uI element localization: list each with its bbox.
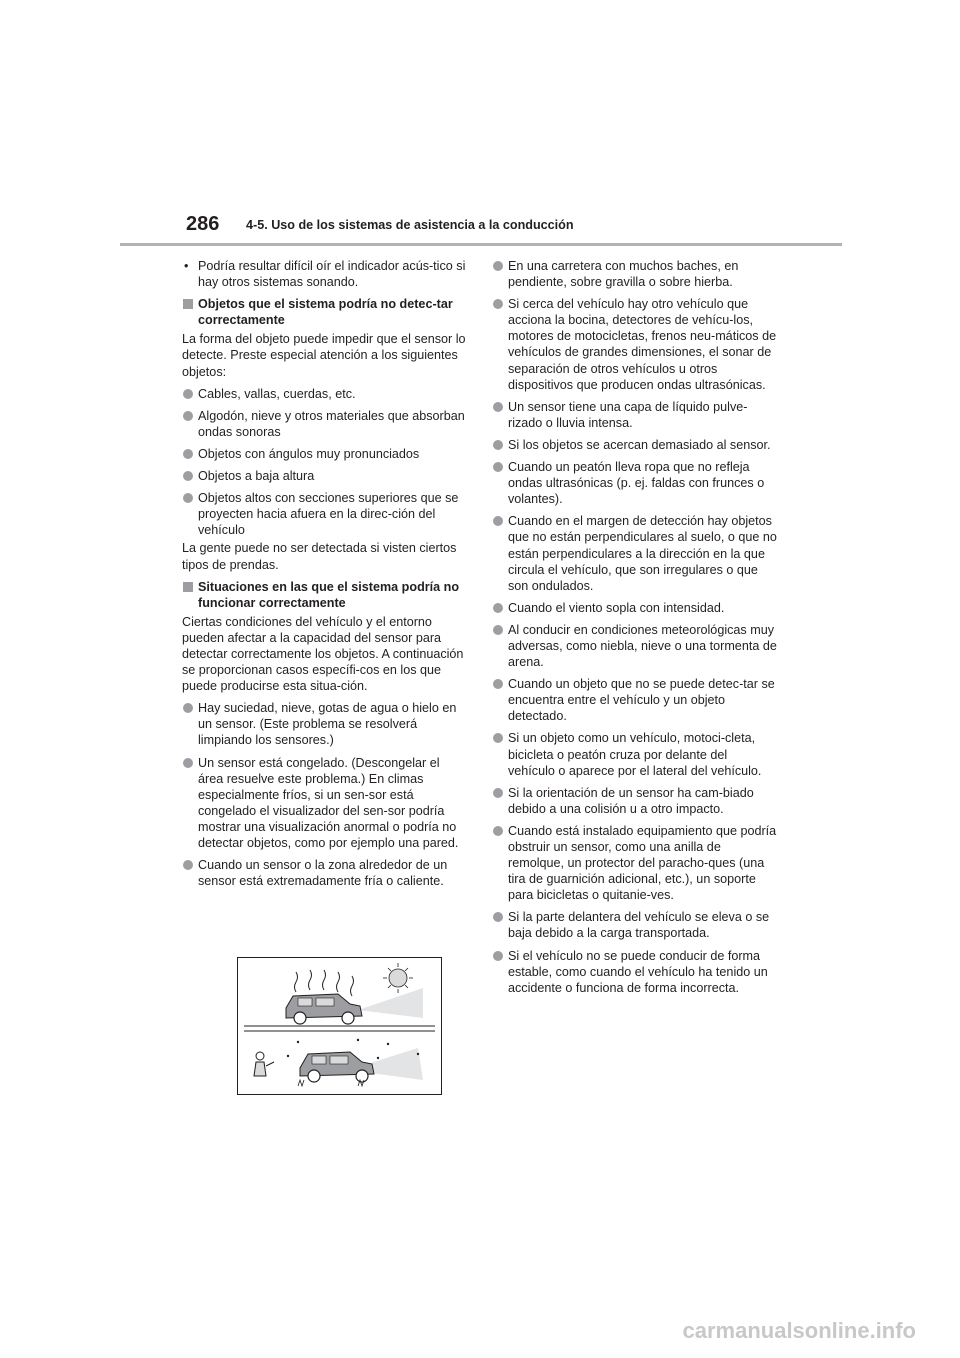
circle-bullet-icon <box>493 603 503 613</box>
list-item <box>492 948 777 996</box>
list-item <box>182 386 467 402</box>
circle-bullet-icon <box>183 449 193 459</box>
list-item-text: Un sensor tiene una capa de líquido pulve-rizado o lluvia intensa. <box>508 399 748 430</box>
dash-item <box>182 258 467 290</box>
person-icon <box>254 1052 274 1076</box>
circle-bullet-icon <box>493 826 503 836</box>
circle-bullet-icon <box>493 679 503 689</box>
circle-bullet-icon <box>493 625 503 635</box>
circle-bullet-icon <box>183 471 193 481</box>
list-item <box>492 823 777 903</box>
list-item-text: Cuando el viento sopla con intensidad. <box>508 600 725 615</box>
circle-bullet-icon <box>493 299 503 309</box>
left-column <box>182 258 467 895</box>
list-item <box>492 399 777 431</box>
circle-bullet-icon <box>183 411 193 421</box>
list-item <box>492 459 777 507</box>
list-item <box>492 622 777 670</box>
list-item <box>492 513 777 593</box>
list-item <box>182 490 467 538</box>
circle-bullet-icon <box>493 951 503 961</box>
list-item <box>182 700 467 748</box>
square-bullet-icon <box>183 299 193 309</box>
circle-bullet-icon <box>183 758 193 768</box>
list-item-text: Cables, vallas, cuerdas, etc. <box>198 386 356 401</box>
list-item <box>182 408 467 440</box>
dash-item-text: Podría resultar difícil oír el indicador acús-tico si hay otros sistemas sonando. <box>198 259 466 290</box>
list-item-text: En una carretera con muchos baches, en pendiente, sobre gravilla o sobre hierba. <box>508 259 739 290</box>
list-item-text: Hay suciedad, nieve, gotas de agua o hielo en un sensor. (Este problema se resolverá limpiando los sensores.) <box>198 701 457 748</box>
circle-bullet-icon <box>493 402 503 412</box>
list-item-text: Al conducir en condiciones meteorológicas muy adversas, como niebla, nieve o una tormenta de arena. <box>508 622 777 670</box>
circle-bullet-icon <box>493 261 503 271</box>
list-item-text: Si el vehículo no se puede conducir de forma estable, como cuando el vehículo ha tenido un accidente o funciona de forma incorrecta. <box>508 948 768 995</box>
car-icon <box>286 994 362 1024</box>
sun-icon <box>383 963 413 993</box>
car-icon <box>300 1052 374 1082</box>
list-item-text: Objetos altos con secciones superiores que se proyecten hacia afuera en la direc-ción del vehículo <box>198 491 459 538</box>
list-item-text: Si los objetos se acercan demasiado al sensor. <box>508 437 771 452</box>
illustration-vehicles-weather <box>237 957 442 1095</box>
list-item-text: Cuando un peatón lleva ropa que no refleja ondas ultrasónicas (p. ej. faldas con frunces o volantes). <box>508 460 765 507</box>
right-column <box>492 258 777 1002</box>
list-item-text: Si cerca del vehículo hay otro vehículo que acciona la bocina, detectores de vehícu-los, motores de motocicletas, frenos neu-máticos de vehículos de grandes dimensiones, el sonar de separación de otros vehículos u otros dispositivos que producen ondas ultrasónicas. <box>508 297 777 392</box>
list-item-text: Si la orientación de un sensor ha cam-biado debido a una colisión u a otro impacto. <box>508 785 754 816</box>
list-item <box>182 755 467 852</box>
list-item <box>492 296 777 393</box>
list-item-text: Algodón, nieve y otros materiales que absorban ondas sonoras <box>198 408 465 439</box>
circle-bullet-icon <box>493 440 503 450</box>
circle-bullet-icon <box>493 462 503 472</box>
section-intro: La forma del objeto puede impedir que el sensor lo detecte. Preste especial atención a los siguientes objetos: <box>182 332 466 379</box>
circle-bullet-icon <box>493 516 503 526</box>
list-item <box>492 437 777 453</box>
circle-bullet-icon <box>493 912 503 922</box>
list-item-text: Objetos con ángulos muy pronunciados <box>198 446 420 461</box>
list-item-text: Cuando en el margen de detección hay objetos que no están perpendiculares al suelo, o que no están perpendiculares a la dirección en la que circula el vehículo, que son irregulares o que son ondulados. <box>508 514 777 593</box>
heat-wave-icon <box>295 970 354 996</box>
list-item-text: Si un objeto como un vehículo, motoci-cleta, bicicleta o peatón cruza por delante del vehículo o aparece por el lateral del vehículo. <box>508 731 762 778</box>
list-item <box>492 676 777 724</box>
square-bullet-icon <box>183 582 193 592</box>
list-item <box>492 258 777 290</box>
list-item-text: Un sensor está congelado. (Descongelar el área resuelve este problema.) En climas especialmente fríos, si un sen-sor está congelado el visualizador del sen-sor podría mostrar una visualización anormal o podría no detectar objetos, como por ejemplo una pared. <box>198 755 459 850</box>
header-rule <box>120 243 842 246</box>
list-item-text: Si la parte delantera del vehículo se eleva o se baja debido a la carga transportada. <box>508 910 770 941</box>
page-number: 286 <box>186 213 220 235</box>
list-item-text: Cuando un sensor o la zona alrededor de un sensor está extremadamente fría o caliente. <box>198 858 448 889</box>
watermark: carmanualsonline.info <box>682 1318 916 1343</box>
list-item <box>182 468 467 484</box>
list-item <box>182 446 467 462</box>
list-item-text: Objetos a baja altura <box>198 469 315 484</box>
circle-bullet-icon <box>183 703 193 713</box>
circle-bullet-icon <box>183 860 193 870</box>
list-item <box>182 857 467 889</box>
section-note: La gente puede no ser detectada si visten ciertos tipos de prendas. <box>182 541 457 572</box>
circle-bullet-icon <box>183 493 193 503</box>
list-item <box>492 730 777 778</box>
section-intro: Ciertas condiciones del vehículo y el entorno pueden afectar a la capacidad del sensor para detectar correctamente los objetos. A continuación se proporcionan casos específi-cos en los que puede producirse esta situa-ción. <box>182 614 464 694</box>
section-heading-text: Objetos que el sistema podría no detec-tar correctamente <box>198 297 453 328</box>
list-item-text: Cuando está instalado equipamiento que podría obstruir un sensor, como una anilla de remolque, un protector del paracho-ques (una tira de guarnición adicional, etc.), un soporte para bicicletas o quitanie-ves. <box>508 823 777 903</box>
section-heading-text: Situaciones en las que el sistema podría no funcionar correctamente <box>198 579 460 610</box>
circle-bullet-icon <box>493 733 503 743</box>
circle-bullet-icon <box>183 389 193 399</box>
section-heading <box>182 296 467 328</box>
section-heading <box>182 579 467 611</box>
list-item-text: Cuando un objeto que no se puede detec-tar se encuentra entre el vehículo y un objeto detectado. <box>508 677 775 724</box>
list-item <box>492 600 777 616</box>
chapter-title: 4-5. Uso de los sistemas de asistencia a la conducción <box>246 218 574 232</box>
circle-bullet-icon <box>493 788 503 798</box>
list-item <box>492 909 777 941</box>
dash-marker: • <box>184 259 189 273</box>
illustration-svg <box>238 958 441 1094</box>
list-item <box>492 785 777 817</box>
